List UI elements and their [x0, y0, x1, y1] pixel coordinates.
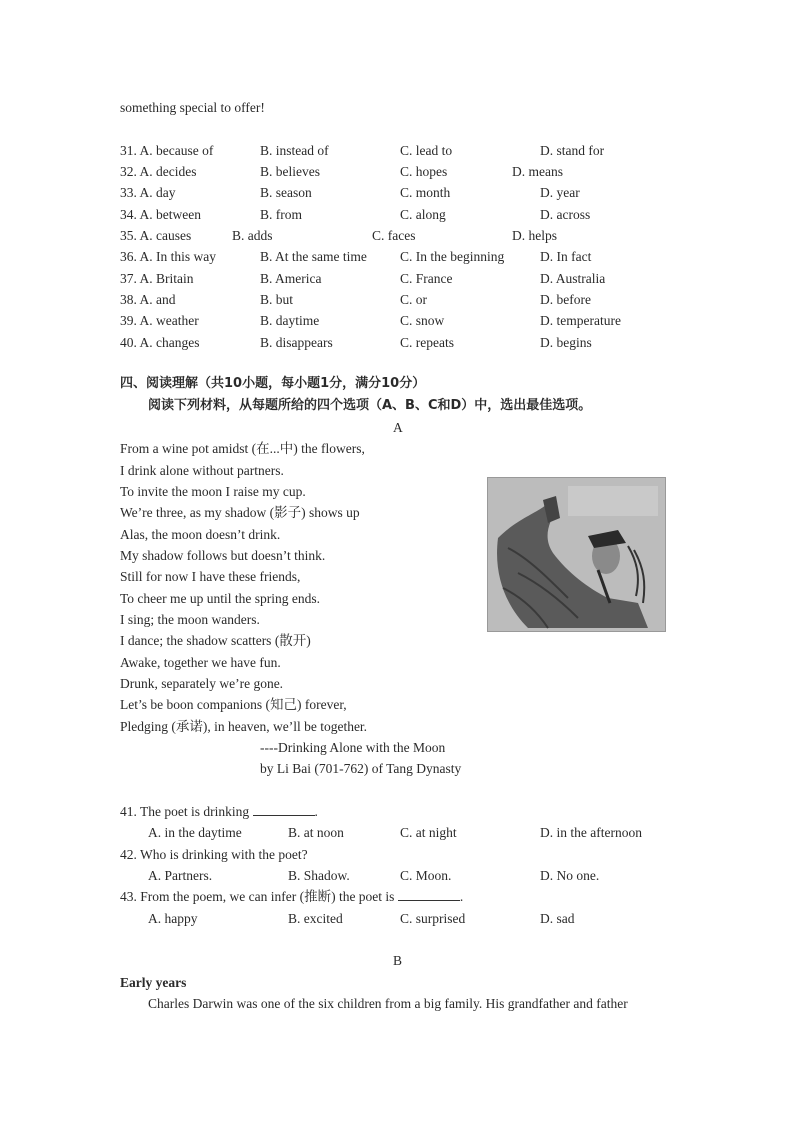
option-b: B. but — [260, 292, 294, 307]
poem-line: Drunk, separately we’re gone. — [120, 676, 284, 691]
option-d: D. year — [540, 185, 580, 200]
poem-line: I drink alone without partners. — [120, 463, 284, 478]
option-d: D. In fact — [540, 249, 592, 264]
option-a: A. Partners. — [148, 868, 213, 883]
option-c: C. France — [400, 271, 453, 286]
option-d: D. means — [512, 164, 563, 179]
option-c: C. hopes — [400, 164, 448, 179]
option-b: B. at noon — [288, 825, 344, 840]
option-a: 38. A. and — [120, 292, 176, 307]
poet-drawing — [488, 478, 665, 631]
option-c: C. faces — [372, 228, 416, 243]
option-a: A. happy — [148, 911, 198, 926]
option-b: B. daytime — [260, 313, 320, 328]
option-d: D. temperature — [540, 313, 621, 328]
question-stem — [120, 890, 463, 904]
poem-title: ----Drinking Alone with the Moon — [260, 740, 446, 755]
poem-line: My shadow follows but doesn’t think. — [120, 548, 326, 563]
option-d: D. begins — [540, 335, 592, 350]
option-c: C. repeats — [400, 335, 454, 350]
option-c: C. snow — [400, 313, 445, 328]
option-a: 39. A. weather — [120, 313, 199, 328]
option-b: B. At the same time — [260, 249, 367, 264]
poem-line: Alas, the moon doesn’t drink. — [120, 527, 281, 542]
option-c: C. at night — [400, 825, 457, 840]
poem-line: Pledging (承诺), in heaven, we’ll be together. — [120, 719, 368, 734]
option-d: D. in the afternoon — [540, 825, 642, 840]
question-end: . — [314, 804, 318, 819]
question-stem — [120, 805, 318, 819]
option-c: C. Moon. — [400, 868, 452, 883]
poem-line: I dance; the shadow scatters (散开) — [120, 633, 311, 648]
option-b: B. America — [260, 271, 322, 286]
option-b: B. season — [260, 185, 312, 200]
option-a: 34. A. between — [120, 207, 201, 222]
question-text: 43. From the poem, we can infer (推断) the poet is — [120, 889, 395, 904]
question-end: . — [459, 889, 464, 904]
option-c: C. lead to — [400, 143, 453, 158]
answer-blank — [253, 805, 315, 816]
poem-line: To invite the moon I raise my cup. — [120, 484, 306, 499]
passage-b-text: Charles Darwin was one of the six children from a big family. His grandfather and father — [148, 996, 628, 1011]
poem-line: Still for now I have these friends, — [120, 569, 301, 584]
passage-b-label: B — [393, 953, 403, 968]
poem-line: We’re three, as my shadow (影子) shows up — [120, 505, 360, 520]
poet-illustration — [487, 477, 666, 632]
option-d: D. stand for — [540, 143, 605, 158]
option-a: 32. A. decides — [120, 164, 197, 179]
option-b: B. Shadow. — [288, 868, 350, 883]
question-text: 41. The poet is drinking — [120, 804, 250, 819]
option-a: 35. A. causes — [120, 228, 192, 243]
option-b: B. excited — [288, 911, 343, 926]
option-b: B. adds — [232, 228, 273, 243]
option-b: B. disappears — [260, 335, 333, 350]
option-b: B. believes — [260, 164, 320, 179]
answer-blank — [398, 890, 460, 901]
option-a: 36. A. In this way — [120, 249, 216, 264]
option-c: C. or — [400, 292, 427, 307]
poem-line: From a wine pot amidst (在...中) the flowers, — [120, 441, 365, 456]
passage-a-label: A — [393, 420, 403, 435]
option-c: C. month — [400, 185, 451, 200]
passage-b-heading: Early years — [120, 975, 187, 990]
intro-line: something special to offer! — [120, 100, 265, 115]
poem-line: I sing; the moon wanders. — [120, 612, 260, 627]
option-c: C. along — [400, 207, 446, 222]
question-stem: 42. Who is drinking with the poet? — [120, 847, 308, 862]
option-a: A. in the daytime — [148, 825, 242, 840]
option-c: C. In the beginning — [400, 249, 505, 264]
poem-author: by Li Bai (701-762) of Tang Dynasty — [260, 761, 462, 776]
option-a: 40. A. changes — [120, 335, 200, 350]
section-title: 四、阅读理解（共10小题，每小题1分，满分10分） — [120, 376, 426, 391]
option-d: D. across — [540, 207, 591, 222]
option-b: B. instead of — [260, 143, 329, 158]
option-d: D. No one. — [540, 868, 600, 883]
option-a: 37. A. Britain — [120, 271, 194, 286]
option-a: 33. A. day — [120, 185, 176, 200]
option-d: D. helps — [512, 228, 557, 243]
option-b: B. from — [260, 207, 302, 222]
option-d: D. Australia — [540, 271, 606, 286]
option-d: D. before — [540, 292, 591, 307]
poem-line: To cheer me up until the spring ends. — [120, 591, 321, 606]
poem-line: Awake, together we have fun. — [120, 655, 281, 670]
option-d: D. sad — [540, 911, 575, 926]
option-c: C. surprised — [400, 911, 466, 926]
option-a: 31. A. because of — [120, 143, 214, 158]
section-instruction: 阅读下列材料，从每题所给的四个选项（A、B、C和D）中，选出最佳选项。 — [148, 398, 592, 413]
poem-line: Let’s be boon companions (知己) forever, — [120, 697, 347, 712]
